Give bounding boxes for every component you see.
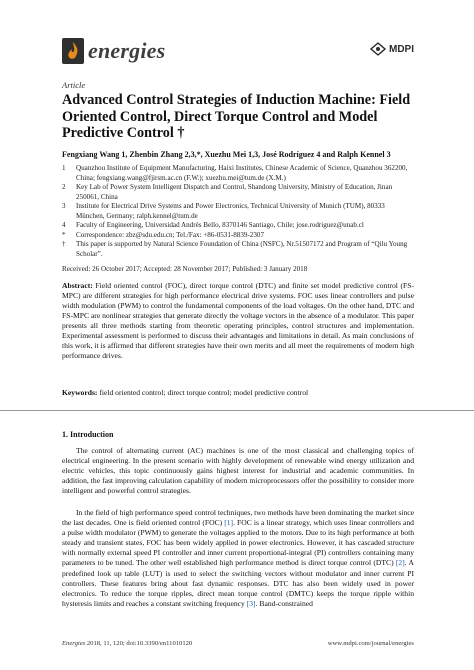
citation-link[interactable]: [2]	[395, 558, 405, 568]
affiliation-mark: 2	[62, 183, 66, 191]
intro-paragraph-1: The control of alternating current (AC) machines is one of the most classical and challenging topics of electrical engineering. In the present scenario with highly development of renewable wind energy utilization and electric vehicles, this topic continuously gains highest interest for industrial and academic communities. In addition, the fast improving calculation capability of modern microprocessors offer the possibility to consider more intelligent and powerful control strategies.	[62, 446, 414, 496]
article-type: Article	[62, 80, 86, 90]
affiliation-mark: 3	[62, 202, 66, 210]
affiliation-2	[62, 183, 414, 202]
affiliation-text: Quanzhou Institute of Equipment Manufacturing, Haixi Institutes, Chinese Academic of Science, Quanzhou 362200, China; fengxiang.wang@fjirsm.ac.cn (F.W.); xuezhu.mei@tum.de (X.M.)	[76, 164, 408, 182]
affiliations	[62, 164, 414, 259]
affiliation-mark: 1	[62, 164, 66, 172]
funding-note	[62, 240, 414, 259]
affiliation-mark: †	[62, 240, 66, 248]
affiliation-text: Faculty of Engineering, Universidad Andrés Bello, 8370146 Santiago, Chile; jose.rodriguez@unab.cl	[76, 221, 364, 229]
abstract-label: Abstract:	[62, 281, 93, 290]
footer-doi: 2018, 11, 120; doi:10.3390/en11010120	[86, 640, 193, 647]
citation-link[interactable]: [1]	[224, 518, 234, 528]
section-heading: 1. Introduction	[62, 430, 114, 439]
paragraph-text: In the field of high performance speed control techniques, two methods have been dominating the market since the last decades. One is field oriented control (FOC)	[62, 508, 414, 528]
footer-citation	[62, 640, 192, 647]
author-list: Fengxiang Wang 1, Zhenbin Zhang 2,3,*, Xuezhu Mei 1,3, José Rodríguez 4 and Ralph Kennel 3	[62, 150, 391, 159]
mdpi-logo-icon	[370, 42, 386, 56]
affiliation-4	[62, 221, 414, 231]
intro-paragraph-2	[62, 508, 414, 609]
publisher-name: MDPI	[389, 43, 414, 55]
page-footer	[62, 640, 414, 647]
abstract	[62, 281, 414, 361]
paragraph-text: . A predefined look up table (LUT) is used to select the switching vectors without modulator and inner current PI controllers. These features bring about fast dynamic responses. DTC has also been widely used in power electronics. To reduce the torque ripples, direct mean torque control (DMTC) keeps the torque ripple within hysteresis limits and reaches a constant switching frequency	[62, 558, 414, 608]
footer-journal: Energies	[62, 640, 86, 647]
affiliation-text: This paper is supported by Natural Science Foundation of China (NSFC), Nr.51507172 and Program of “Qilu Young Scholar”.	[76, 240, 408, 258]
correspondence	[62, 231, 414, 241]
journal-name: energies	[88, 38, 166, 63]
keywords-text: field oriented control; direct torque control; model predictive control	[99, 388, 309, 397]
citation-link[interactable]: [3]	[246, 598, 256, 608]
affiliation-text: Key Lab of Power System Intelligent Dispatch and Control, Shandong University, Ministry of Education, Jinan 250061, China	[76, 183, 393, 201]
affiliation-mark: *	[62, 230, 66, 239]
paragraph-text: . FOC is a linear strategy, which uses linear controllers and a pulse width modulator (PWM) to generate the voltages applied to the motors. Due to its high performance at both steady and transient states, FOC has been widely applied in power electronics. However, it has cascaded structure with normally external speed PI controller and inner current proportional-integral (PI) controllers containing many parameters to be tuned. The other well established high performance method is direct torque control (DTC)	[62, 518, 414, 568]
keywords-label: Keywords:	[62, 388, 98, 397]
publisher-logo	[370, 42, 414, 56]
article-title: Advanced Control Strategies of Induction Machine: Field Oriented Control, Direct Torque Control and Model Predictive Control †	[62, 92, 411, 142]
publication-dates: Received: 26 October 2017; Accepted: 28 November 2017; Published: 3 January 2018	[62, 265, 308, 273]
affiliation-text: Correspondence: zbz@sdu.edu.cn; Tel./Fax: +86-0531-8839-2307	[76, 230, 264, 239]
affiliation-mark: 4	[62, 221, 66, 229]
footer-url[interactable]: www.mdpi.com/journal/energies	[327, 640, 414, 647]
energies-flame-icon	[62, 38, 84, 64]
paragraph-text: . Band-constrained	[255, 598, 313, 608]
section-divider	[0, 410, 474, 411]
affiliation-1	[62, 164, 414, 183]
keywords	[62, 388, 414, 397]
affiliation-3	[62, 202, 414, 221]
affiliation-text: Institute for Electrical Drive Systems and Power Electronics, Technical University of Munich (TUM), 80333 München, Germany; ralph.kennel@tum.de	[76, 202, 385, 220]
journal-header	[62, 36, 414, 70]
abstract-text: Field oriented control (FOC), direct torque control (DTC) and finite set model predictive control (FS-MPC) are different strategies for high performance electrical drive systems. FOC uses linear controllers and pulse width modulation (PWM) to control the fundamental components of the load voltages. On the other hand, DTC and FS-MPC are nonlinear strategies that generate directly the voltage vectors in the absence of a modulator. This paper presents all three methods starting from theoretic operating principles, control structures and implementation. Experimental assessment is performed to discuss their advantages and limitations in detail. As main conclusions of this work, it is affirmed that different strategies have their own merits and all meet the requirements of modern high performance drives.	[62, 281, 414, 360]
